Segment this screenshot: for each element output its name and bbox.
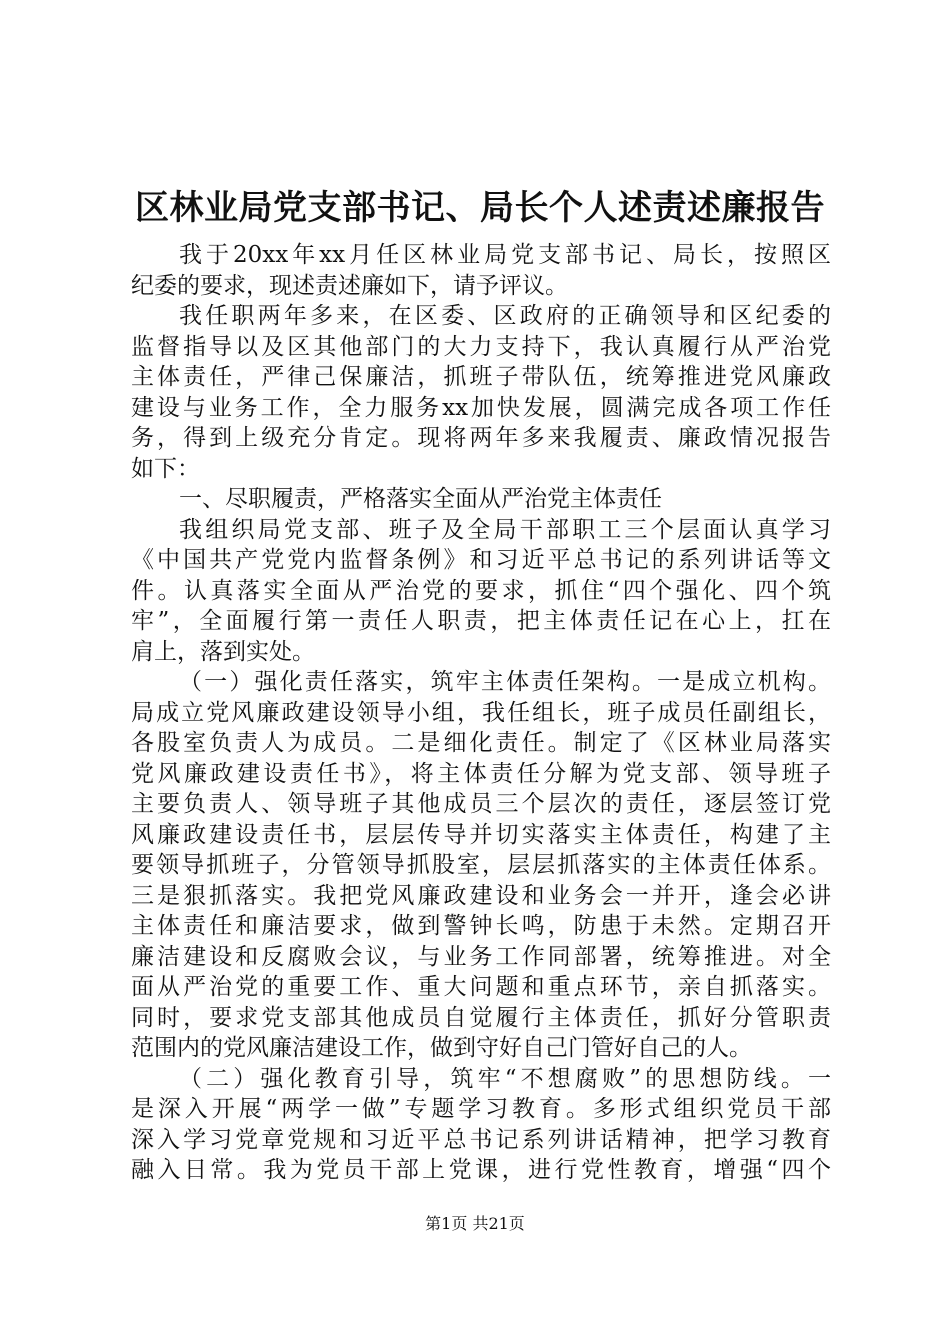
text-line: （二）强化教育引导，筑牢“不想腐败”的思想防线。一 <box>179 1065 831 1092</box>
text-line: 务，得到上级充分肯定。现将两年多来我履责、廉政情况报告 <box>131 425 831 451</box>
text-line: 主要负责人、领导班子其他成员三个层次的责任，逐层签订党 <box>131 791 831 817</box>
text-line: 是深入开展“两学一做”专题学习教育。多形式组织党员干部 <box>131 1096 831 1122</box>
text-line: 各股室负责人为成员。二是细化责任。制定了《区林业局落实 <box>131 730 831 756</box>
text-line: 肩上，落到实处。 <box>131 638 315 665</box>
text-line: 融入日常。我为党员干部上党课，进行党性教育，增强“四个 <box>131 1157 831 1183</box>
text-line: 件。认真落实全面从严治党的要求，抓住“四个强化、四个筑 <box>131 577 831 604</box>
text-line: 局成立党风廉政建设领导小组，我任组长，班子成员任副组长， <box>131 699 831 726</box>
text-line: 如下： <box>131 455 200 482</box>
text-line: 纪委的要求，现述责述廉如下，请予评议。 <box>131 272 568 299</box>
text-line: 党风廉政建设责任书》，将主体责任分解为党支部、领导班子 <box>131 760 831 787</box>
text-line: 我任职两年多来，在区委、区政府的正确领导和区纪委的 <box>179 303 831 329</box>
text-line: 主体责任和廉洁要求，做到警钟长鸣，防患于未然。定期召开 <box>131 913 831 939</box>
page-number-footer: 第1页 共21页 <box>425 1214 525 1233</box>
text-line: 风廉政建设责任书，层层传导并切实落实主体责任，构建了主 <box>131 821 831 848</box>
text-line: （一）强化责任落实，筑牢主体责任架构。一是成立机构。 <box>179 669 831 695</box>
text-line: 廉洁建设和反腐败会议，与业务工作同部署，统筹推进。对全 <box>131 943 831 970</box>
text-line: 三是狠抓落实。我把党风廉政建设和业务会一并开，逢会必讲 <box>131 882 831 909</box>
text-line: 范围内的党风廉洁建设工作，做到守好自己门管好自己的人。 <box>131 1035 752 1061</box>
document-title: 区林业局党支部书记、局长个人述责述廉报告 <box>135 188 825 228</box>
text-line: 一、尽职履责，严格落实全面从严治党主体责任 <box>179 486 662 512</box>
text-line: 主体责任，严律己保廉洁，抓班子带队伍，统筹推进党风廉政 <box>131 364 831 390</box>
text-line: 我组织局党支部、班子及全局干部职工三个层面认真学习 <box>179 516 831 543</box>
text-line: 我于20xx年xx月任区林业局党支部书记、局长，按照区 <box>179 242 831 268</box>
text-line: 同时，要求党支部其他成员自觉履行主体责任，抓好分管职责 <box>131 1004 831 1031</box>
text-line: 要领导抓班子，分管领导抓股室，层层抓落实的主体责任体系。 <box>131 852 831 878</box>
text-line: 面从严治党的重要工作、重大问题和重点环节，亲自抓落实。 <box>131 974 831 1000</box>
text-line: 深入学习党章党规和习近平总书记系列讲话精神，把学习教育 <box>131 1126 831 1153</box>
text-line: 牢”，全面履行第一责任人职责，把主体责任记在心上，扛在 <box>131 608 831 634</box>
document-body <box>131 240 831 1186</box>
text-line: 监督指导以及区其他部门的大力支持下，我认真履行从严治党 <box>131 333 831 360</box>
text-line: 《中国共产党党内监督条例》和习近平总书记的系列讲话等文 <box>131 547 831 573</box>
text-line: 建设与业务工作，全力服务xx加快发展，圆满完成各项工作任 <box>131 394 831 421</box>
